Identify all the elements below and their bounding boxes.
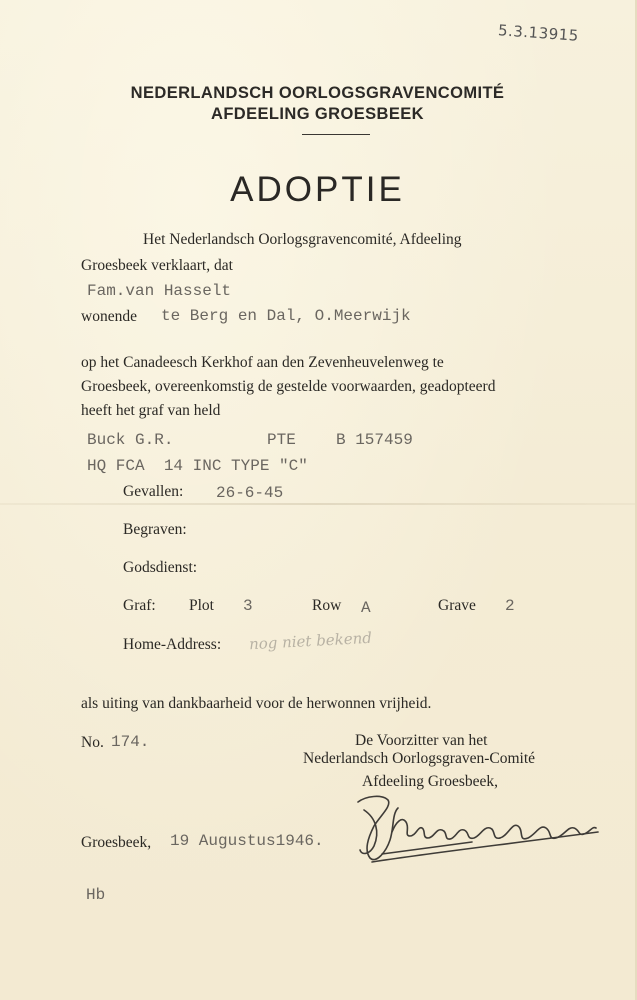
- buried-label: Begraven:: [123, 521, 187, 538]
- fallen-label: Gevallen:: [123, 483, 184, 500]
- closing-text: als uiting van dankbaarheid voor de herwonnen vrijheid.: [81, 695, 432, 712]
- soldier-name: Buck G.R.: [87, 431, 174, 449]
- grave-number-label: Grave: [438, 597, 476, 614]
- soldier-number: B 157459: [336, 431, 413, 449]
- grave-number-value: 2: [505, 597, 515, 615]
- place: Groesbeek,: [81, 834, 152, 851]
- grave-label: Graf:: [123, 597, 156, 614]
- statement-line-3: heeft het graf van held: [81, 402, 221, 419]
- header-underline: [302, 134, 370, 135]
- home-address-label: Home-Address:: [123, 636, 222, 653]
- adopter-name: Fam.van Hasselt: [87, 282, 232, 300]
- committee-name: NEDERLANDSCH OORLOGSGRAVENCOMITÉ: [130, 84, 505, 102]
- statement-line-2: Groesbeek, overeenkomstig de gestelde voorwaarden, geadopteerd: [81, 378, 496, 395]
- issue-date: 19 Augustus1946.: [170, 832, 324, 850]
- chairman-line-1: De Voorzitter van het: [355, 732, 488, 749]
- fallen-date: 26-6-45: [216, 484, 284, 502]
- typist-initials: Hb: [86, 886, 106, 904]
- committee-department: AFDEELING GROESBEEK: [211, 105, 424, 123]
- plot-label: Plot: [189, 597, 214, 614]
- statement-line-1: op het Canadeesch Kerkhof aan den Zevenheuvelenweg te: [81, 354, 444, 371]
- plot-value: 3: [243, 597, 253, 615]
- religion-label: Godsdienst:: [123, 559, 198, 576]
- certificate-number: 174.: [111, 733, 150, 751]
- soldier-rank: PTE: [267, 431, 296, 449]
- intro-line-2: Groesbeek verklaart, dat: [81, 257, 233, 274]
- row-label: Row: [312, 597, 342, 614]
- archive-number: 5.3.13915: [497, 21, 580, 45]
- chairman-line-3: Afdeeling Groesbeek,: [362, 773, 499, 790]
- document-title: ADOPTIE: [230, 170, 405, 209]
- number-label: No.: [81, 734, 104, 751]
- chairman-signature: [352, 792, 602, 872]
- home-address-value: nog niet bekend: [248, 628, 373, 654]
- intro-line-1: Het Nederlandsch Oorlogsgravencomité, Afdeeling: [143, 231, 462, 248]
- row-value: A: [361, 599, 371, 617]
- chairman-line-2: Nederlandsch Oorlogsgraven-Comité: [303, 750, 536, 767]
- adopter-residence: te Berg en Dal, O.Meerwijk: [161, 307, 411, 325]
- residence-label: wonende: [81, 308, 137, 325]
- soldier-unit: HQ FCA 14 INC TYPE "C": [87, 457, 308, 475]
- fold-line: [0, 503, 635, 505]
